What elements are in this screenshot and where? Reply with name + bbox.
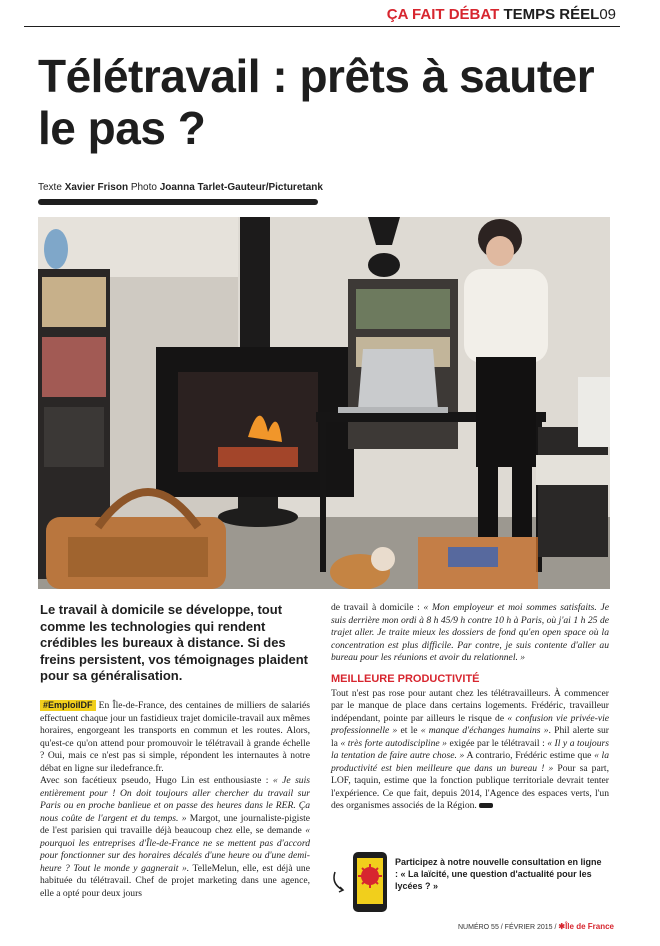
article-photo <box>38 217 610 589</box>
col1-quote: « pourquoi les entreprises d'Île-de-France ne se mettent pas d'accord pour fonctionner sur des horaires décalés d'une heure ou d'une demi-heure ? Tout le monde y gagnerait ». <box>40 825 310 874</box>
article-column-2 <box>331 602 609 813</box>
page-footer <box>458 922 614 931</box>
header-rule <box>24 26 620 27</box>
tablet-icon <box>331 850 393 920</box>
byline-photo-label: Photo <box>130 182 157 193</box>
col1-text: Avec son facétieux pseudo, Hugo Lin est enthousiaste : <box>40 775 273 786</box>
col2-text: . Phil alerte sur la <box>331 725 609 749</box>
article-intro: Le travail à domicile se développe, tout comme les technologies qui rendent crédibles les bureaux à distance. Si des freins persistent, vos témoignages plaident pour sa généralisation. <box>40 602 309 684</box>
col2-quote: « très forte autodiscipline » <box>340 737 447 749</box>
col2-text: et le <box>397 725 421 736</box>
subheading: MEILLEURE PRODUCTIVITÉ <box>331 672 480 685</box>
byline-bar <box>38 199 318 205</box>
hashtag-badge: #EmploiIDF <box>40 700 96 711</box>
col1-paragraph-1: En Île-de-France, des centaines de milliers de salariés effectuent chaque jour un fastidieux trajet domicile-travail aux mêmes horaires, engorgeant les transports en commun et les routes. Alors, qu'est-ce qu'on attend pour promouvoir le télétravail à grande échelle ? Oui, mais ce n'est pas si simple, répondent les internautes à notre débat en ligne sur iledefrance.fr. <box>40 700 310 774</box>
col2-quote: « manque d'échanges humains » <box>420 725 549 736</box>
col2-text: A contrario, Frédéric estime que <box>464 750 595 761</box>
col1-text: TelleMelun, elle, est déjà une habituée du télétravail. Chef de projet marketing dans une agence, elle a opté pour deux jours <box>40 862 310 899</box>
issue-info: NUMÉRO 55 / FÉVRIER 2015 / <box>458 924 557 931</box>
col2-text: de travail à domicile : <box>331 602 424 613</box>
byline-author: Xavier Frison <box>64 182 129 193</box>
byline-text-label: Texte <box>38 182 62 193</box>
rubric-label: ÇA FAIT DÉBAT <box>386 6 500 23</box>
page-number: 09 <box>599 6 616 23</box>
region-logo: ✱Île de France <box>558 922 614 931</box>
article-title: Télétravail : prêts à sauter le pas ? <box>38 50 595 154</box>
page-header <box>387 6 616 23</box>
byline-photographer: Joanna Tarlet-Gauteur/Picturetank <box>159 182 323 193</box>
consultation-callout[interactable] <box>331 850 611 920</box>
col2-text: exigée par le télétravail : <box>446 737 548 749</box>
consultation-text: Participez à notre nouvelle consultation en ligne : « La laïcité, une question d'actualité pour les lycées ? » <box>395 857 602 891</box>
section-label: TEMPS RÉEL <box>503 6 600 23</box>
col1-quote: « Je suis entièrement pour ! On doit toujours aller chercher du travail sur Paris ou en proche banlieue et on passe des heures dans le RER. Ça nous coûte de l'argent et du temps. » <box>40 775 311 824</box>
col2-quote: « Il y a toujours la tentation de faire autre chose. » <box>331 737 609 761</box>
col2-text: Tout n'est pas rose pour autant chez les télétravailleurs. À commencer par le manque de place dans certains logements. Frédéric, travailleur indépendant, pointe par ailleurs le risque de <box>331 687 609 724</box>
region-logo-text: Île de France <box>565 922 614 931</box>
col1-text: Margot, une journaliste-pigiste de l'est parisien qui travaille déjà beaucoup chez elle, se demande <box>40 812 310 836</box>
article-column-1 <box>40 700 310 900</box>
col2-quote: « Mon employeur et moi sommes satisfaits. Je suis derrière mon ordi à 8 h 45/9 h contre 10 h à Paris, où j'ai 1 h 25 de trajet aller. Je traite mieux les dossiers de fond qu'en open space où la concentration est plus difficile. Par contre, je suis contente d'aller au bureau pour les réunions et avoir du relationnel. » <box>331 602 609 663</box>
col2-quote: « confusion vie privée-vie professionnelle » <box>331 712 610 736</box>
col2-quote: « la productivité est bien meilleure que dans un bureau ! » <box>331 750 609 774</box>
photo-illustration <box>38 217 610 589</box>
end-of-article-mark <box>479 803 493 808</box>
col2-text: Pour sa part, LOF, taquin, estime que la fonction publique territoriale devrait tenter l'expérience. Ce que fait, depuis 2014, l'Agence des espaces verts, l'un des organismes associés de la Région. <box>331 762 609 811</box>
byline <box>38 182 323 193</box>
